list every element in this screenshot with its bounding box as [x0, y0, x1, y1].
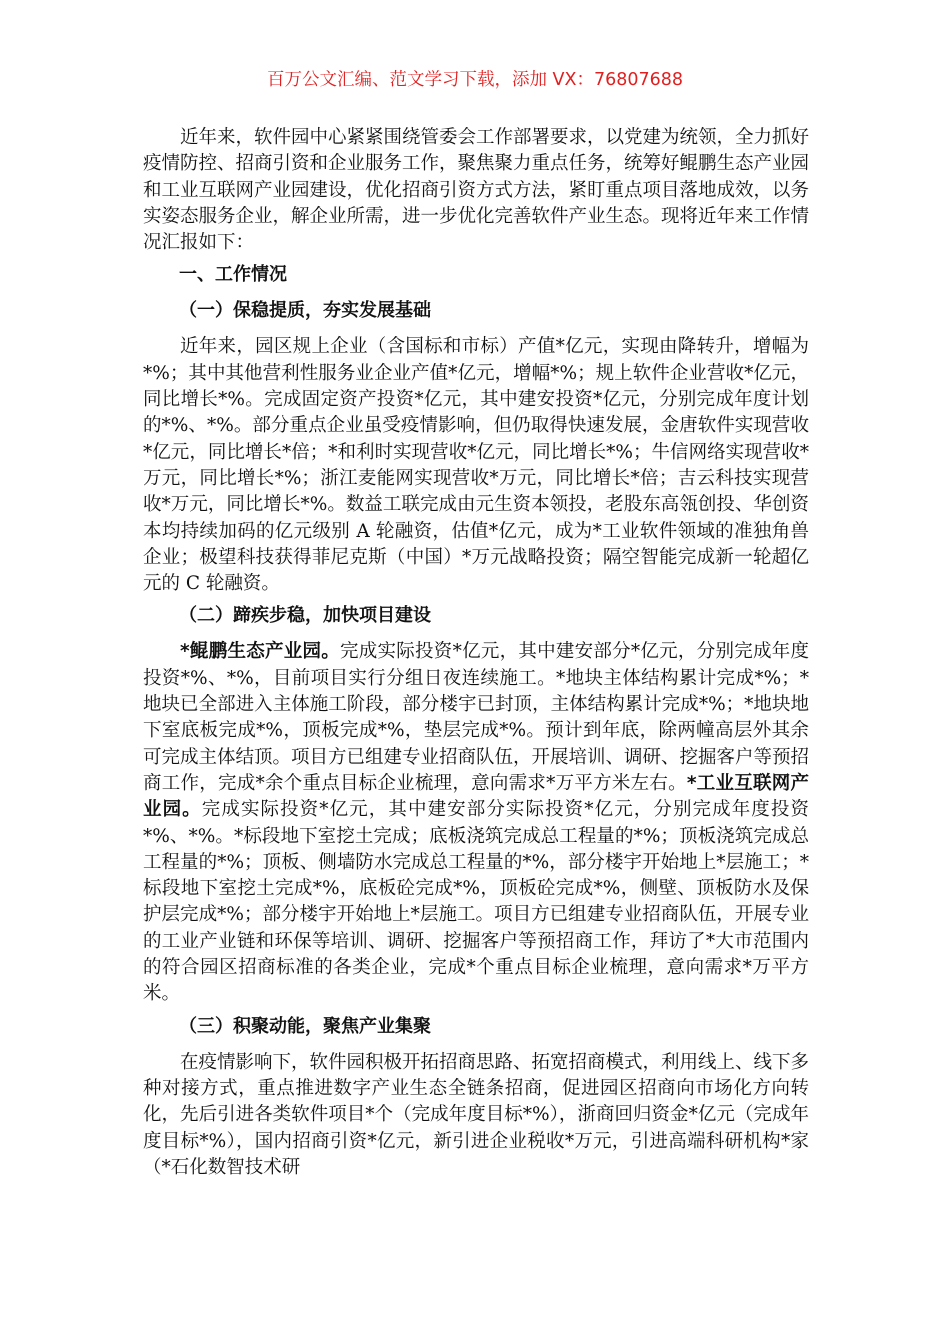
section-heading-work-status: 一、工作情况 — [179, 264, 287, 286]
industrial-internet-park-text: 完成实际投资*亿元，其中建安部分实际投资*亿元，分别完成年度投资*%、*%。*标段地下室挖土完成；底板浇筑完成总工程量的*%；顶板浇筑完成总工程量的*%；顶板、侧墙防水完成总工程量的*%，部分楼宇开始地上*层施工；*标段地下室挖土完成*%，底板砼完成*%，顶板砼完成*%，侧壁、顶板防水及保护层完成*%；部分楼宇开始地上*层施工。项目方已组建专业招商队伍，开展专业的工业产业链和环保等培训、调研、挖掘客户等预招商工作，拜访了*大市范围内的符合园区招商标准的各类企业，完成*个重点目标企业梳理，意向需求*万平方米。 — [143, 799, 809, 1005]
watermark-header: 百万公文汇编、范文学习下载，添加 VX：76807688 — [266, 70, 684, 90]
subsection-heading-2: （二）蹄疾步稳，加快项目建设 — [179, 605, 431, 627]
subsection-2-paragraph — [143, 639, 809, 1007]
kunpeng-park-title: *鲲鹏生态产业园。 — [180, 641, 341, 663]
document-body — [143, 125, 809, 1187]
subsection-heading-1: （一）保稳提质，夯实发展基础 — [179, 300, 431, 322]
intro-paragraph: 近年来，软件园中心紧紧围绕管委会工作部署要求，以党建为统领，全力抓好疫情防控、招商引资和企业服务工作，聚焦聚力重点任务，统筹好鲲鹏生态产业园和工业互联网产业园建设，优化招商引资方式方法，紧盯重点项目落地成效，以务实姿态服务企业，解企业所需，进一步优化完善软件产业生态。现将近年来工作情况汇报如下： — [143, 127, 810, 254]
subsection-heading-3: （三）积聚动能，聚焦产业集聚 — [179, 1015, 431, 1037]
industrial-internet-park-title: *工业互联网产业园。 — [143, 772, 809, 821]
subsection-1-paragraph: 近年来，园区规上企业（含国标和市标）产值*亿元，实现由降转升，增幅为*%；其中其他营利性服务业企业产值*亿元，增幅*%；规上软件企业营收*亿元，同比增长*%。完成固定资产投资*亿元，其中建安投资*亿元，分别完成年度计划的*%、*%。部分重点企业虽受疫情影响，但仍取得快速发展，金唐软件实现营收*亿元，同比增长*倍；*和利时实现营收*亿元，同比增长*%；牛信网络实现营收*万元，同比增长*%；浙江麦能网实现营收*万元，同比增长*倍；吉云科技实现营收*万元，同比增长*%。数益工联完成由元生资本领投，老股东高瓴创投、华创资本均持续加码的亿元级别 A 轮融资，估值*亿元，成为*工业软件领域的准独角兽企业；极望科技获得菲尼克斯（中国）*万元战略投资；隔空智能完成新一轮超亿元的 C 轮融资。 — [143, 336, 809, 595]
subsection-3-paragraph: 在疫情影响下，软件园积极开拓招商思路、拓宽招商模式，利用线上、线下多种对接方式，重点推进数字产业生态全链条招商，促进园区招商向市场化方向转化，先后引进各类软件项目*个（完成年度目标*%），浙商回归资金*亿元（完成年度目标*%），国内招商引资*亿元，新引进企业税收*万元，引进高端科研机构*家（*石化数智技术研 — [143, 1051, 810, 1178]
kunpeng-park-text: 完成实际投资*亿元，其中建安部分*亿元，分别完成年度投资*%、*%，目前项目实行分组日夜连续施工。*地块主体结构累计完成*%；*地块已全部进入主体施工阶段，部分楼宇已封顶，主体结构累计完成*%；*地块地下室底板完成*%，顶板完成*%，垫层完成*%。预计到年底，除两幢高层外其余可完成主体结顶。项目方已组建专业招商队伍，开展培训、调研、挖掘客户等预招商工作，完成*余个重点目标企业梳理，意向需求*万平方米左右。 — [143, 641, 810, 794]
